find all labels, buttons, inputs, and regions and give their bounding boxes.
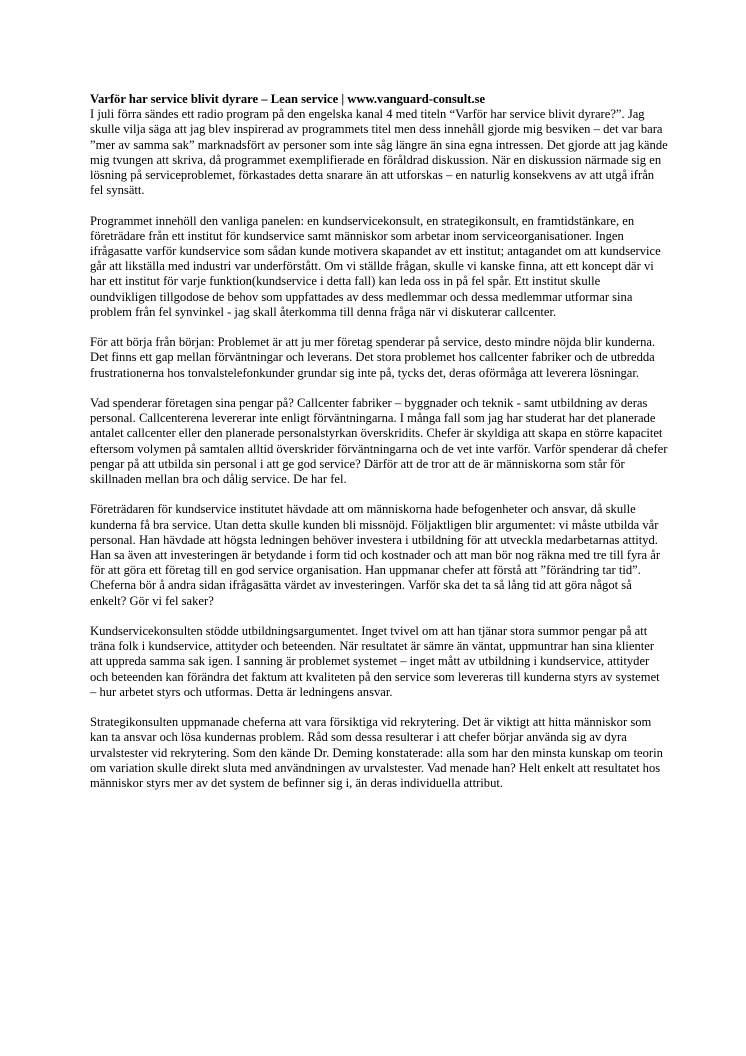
paragraph-consultant: Kundservicekonsulten stödde utbildningsargumentet. Inget tvivel om att han tjänar stora summor pengar på att träna folk i kundservice, attityder och beteenden. När resultatet är sämre än väntat, uppmuntrar han sina klienter att uppreda samma sak igen. I sanning är problemet systemet – inget mått av utbildning i kundservice, attityder och beteenden kan förändra det faktum att kvaliteten på den service som levereras till kunderna styrs av systemet – hur arbetet styrs och utformas. Detta är ledningens ansvar. xyxy=(90,624,660,699)
document-page xyxy=(90,92,668,806)
document-title: Varför har service blivit dyrare – Lean service | www.vanguard-consult.se xyxy=(90,92,486,106)
paragraph-strategy: Strategikonsulten uppmanade cheferna att vara försiktiga vid rekrytering. Det är viktigt att hitta människor som kan ta ansvar och lösa kundernas problem. Råd som dessa resulterar i att chefer börjar använda sig av dyra urvalstester vid rekrytering. Som den kände Dr. Deming konstaterade: alla som har den minsta kunskap om teorin om variation skulle direkt sluta med användningen av urvalstester. Vad menade han? Helt enkelt att resultatet hos människor styrs mer av det system de befinner sig i, än deras individuella attribut. xyxy=(90,715,663,791)
paragraph-problem: För att börja från början: Problemet är att ju mer företag spenderar på service, desto mindre nöjda blir kunderna. Det finns ett gap mellan förväntningar och leverans. Det stora problemet hos callcenter fabriker och de utbredda frustrationerna hos tonvalstelefonkunder grundar sig inte på, tycks det, deras oförmåga att leverera lösningar. xyxy=(90,335,656,380)
paragraph-spending: Vad spenderar företagen sina pengar på? Callcenter fabriker – byggnader och teknik - samt utbildning av deras personal. Callcenterena levererar inte enligt förväntningarna. I många fall som jag har studerat har det planerade antalet callcenter eller den planerade personalstyrkan överskridits. Chefer är skyldiga att skapa en större kapacitet eftersom volymen på samtalen alltid överskrider förväntningarna och de vet inte varför. Varför spenderar då chefer pengar på att utbilda sin personal i att ge god service? Därför att de tror att de är människorna som står för skillnaden mellan bra och dålig service. De har fel. xyxy=(90,396,668,487)
paragraph-institute: Företrädaren för kundservice institutet hävdade att om människorna hade befogenheter och ansvar, då skulle kunderna få bra service. Utan detta skulle kunden bli missnöjd. Följaktligen blir argumentet: vi måste utbilda vår personal. Han hävdade att högsta ledningen behöver investera i utbildning för att utveckla medarbetarnas attityd. Han sa även att investeringen är betydande i form tid och kostnader och att man bör nog räkna med tre till fyra år för att göra ett företag till en god service organisation. Han uppmanar chefer att förstå att ”förändring tar tid”. Cheferna bör å andra sidan ifrågasätta värdet av investeringen. Varför ska det ta så lång tid att göra något så enkelt? Gör vi fel saker? xyxy=(90,502,661,608)
paragraph-panel: Programmet innehöll den vanliga panelen: en kundservicekonsult, en strategikonsult, en framtidstänkare, en företrädare från ett institut för kundservice samt människor som arbetar inom serviceorganisationer. Ingen ifrågasatte varför kundservice som sådan kunde motivera skapandet av ett institut; antagandet om att kundservice går att likställa med industri var underförstått. Om vi ställde frågan, skulle vi kanske finna, att ett koncept där vi har ett institut för varje funktion(kundservice i detta fall) kan leda oss in på fel spår. Ett institut skulle oundvikligen tillgodose de behov som uppfattades av dess medlemmar och dessa medlemmar utformar sina problem från fel synvinkel - jag skall återkomma till denna fråga när vi diskuterar callcenter. xyxy=(90,213,661,319)
paragraph-intro: I juli förra sändes ett radio program på den engelska kanal 4 med titeln “Varför har service blivit dyrare?”. Jag skulle vilja säga att jag blev inspirerad av programmets titel men dess innehåll gjorde mig besviken – det var bara ”mer av samma sak” marknadsfört av personer som inte såg längre än sina egna intressen. Det gjorde att jag kände mig tvungen att skriva, då programmet exemplifierade en föråldrad diskussion. När en diskussion närmade sig en lösning på serviceproblemet, förkastades detta snarare än att utforskas – en naturlig konsekvens av att utgå ifrån fel synsätt. xyxy=(90,107,668,198)
